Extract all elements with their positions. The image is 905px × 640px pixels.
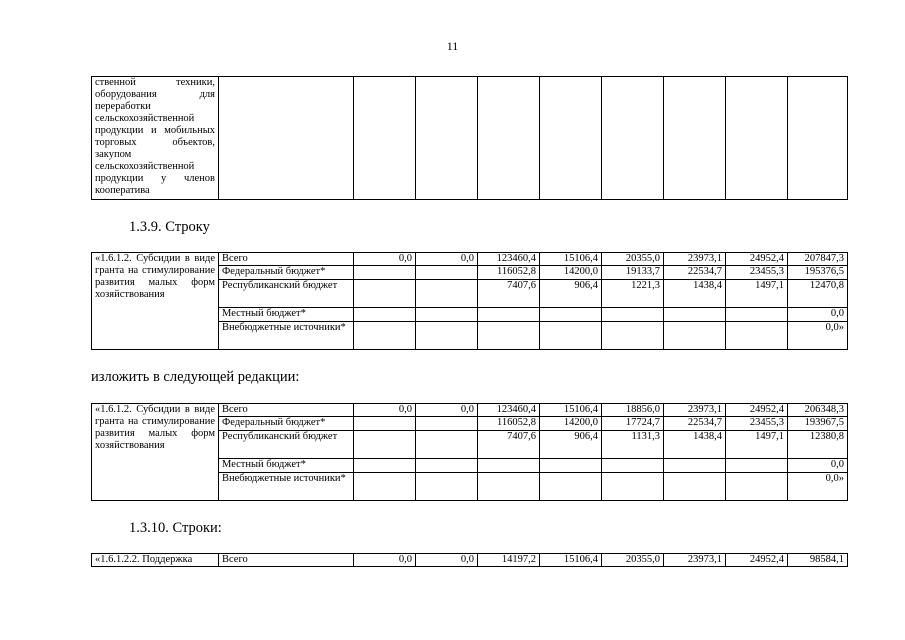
- value-cell: [354, 431, 416, 459]
- value-cell: 0,0: [354, 404, 416, 417]
- value-cell: 15106,4: [540, 404, 602, 417]
- value-cell: 22534,7: [664, 417, 726, 431]
- empty-cell: [219, 77, 354, 200]
- value-cell: [664, 308, 726, 322]
- value-cell: 0,0: [788, 308, 848, 322]
- value-cell: 123460,4: [478, 404, 540, 417]
- row-label: Республиканский бюджет: [219, 280, 354, 308]
- value-cell: 1497,1: [726, 280, 788, 308]
- value-cell: 0,0»: [788, 473, 848, 501]
- value-cell: [354, 280, 416, 308]
- value-cell: [664, 322, 726, 350]
- value-cell: [416, 308, 478, 322]
- value-cell: [416, 280, 478, 308]
- value-cell: 24952,4: [726, 404, 788, 417]
- value-cell: 1221,3: [602, 280, 664, 308]
- value-cell: 12470,8: [788, 280, 848, 308]
- value-cell: [664, 459, 726, 473]
- value-cell: [354, 459, 416, 473]
- value-cell: 23973,1: [664, 554, 726, 567]
- empty-cell: [354, 77, 416, 200]
- value-cell: 1131,3: [602, 431, 664, 459]
- value-cell: [478, 473, 540, 501]
- value-cell: [478, 459, 540, 473]
- value-cell: [726, 473, 788, 501]
- old-version-table: [91, 252, 848, 350]
- empty-cell: [416, 77, 478, 200]
- continuation-table: [91, 76, 848, 200]
- value-cell: [602, 322, 664, 350]
- value-cell: [602, 459, 664, 473]
- page-number: 11: [446, 39, 459, 53]
- section-heading-1-3-9: 1.3.9. Строку: [129, 219, 210, 235]
- value-cell: [416, 322, 478, 350]
- row-label: Федеральный бюджет*: [219, 266, 354, 280]
- value-cell: 906,4: [540, 280, 602, 308]
- value-cell: 14197,2: [478, 554, 540, 567]
- value-cell: [416, 459, 478, 473]
- value-cell: [416, 473, 478, 501]
- value-cell: 206348,3: [788, 404, 848, 417]
- value-cell: 207847,3: [788, 253, 848, 266]
- value-cell: 19133,7: [602, 266, 664, 280]
- section-1310-table: [91, 553, 848, 567]
- table-row: [92, 404, 848, 417]
- section-heading-1-3-10: 1.3.10. Строки:: [129, 520, 222, 536]
- value-cell: 12380,8: [788, 431, 848, 459]
- value-cell: 23973,1: [664, 253, 726, 266]
- value-cell: 906,4: [540, 431, 602, 459]
- value-cell: 20355,0: [602, 253, 664, 266]
- value-cell: [416, 417, 478, 431]
- new-edition-heading: изложить в следующей редакции:: [91, 369, 300, 385]
- value-cell: 23455,3: [726, 417, 788, 431]
- value-cell: [354, 308, 416, 322]
- value-cell: [478, 322, 540, 350]
- value-cell: 116052,8: [478, 417, 540, 431]
- value-cell: 0,0: [416, 404, 478, 417]
- row-label: Федеральный бюджет*: [219, 417, 354, 431]
- table-row: [92, 253, 848, 266]
- value-cell: [540, 459, 602, 473]
- value-cell: [416, 431, 478, 459]
- row-label: Всего: [219, 404, 354, 417]
- row-label: Всего: [219, 554, 354, 567]
- value-cell: 14200,0: [540, 266, 602, 280]
- value-cell: [354, 266, 416, 280]
- value-cell: [354, 473, 416, 501]
- value-cell: 195376,5: [788, 266, 848, 280]
- value-cell: 24952,4: [726, 554, 788, 567]
- value-cell: 0,0: [788, 459, 848, 473]
- table-row: [92, 554, 848, 567]
- value-cell: 1438,4: [664, 280, 726, 308]
- value-cell: [602, 308, 664, 322]
- value-cell: [540, 473, 602, 501]
- empty-cell: [788, 77, 848, 200]
- value-cell: 7407,6: [478, 431, 540, 459]
- value-cell: 7407,6: [478, 280, 540, 308]
- value-cell: [664, 473, 726, 501]
- value-cell: [416, 266, 478, 280]
- row-label: Республиканский бюджет: [219, 431, 354, 459]
- empty-cell: [478, 77, 540, 200]
- row-label: Внебюджетные источники*: [219, 473, 354, 501]
- row-desc-cell: «1.6.1.2.2. Поддержка: [92, 554, 219, 567]
- row-label: Всего: [219, 253, 354, 266]
- row-label: Местный бюджет*: [219, 459, 354, 473]
- value-cell: 23455,3: [726, 266, 788, 280]
- value-cell: 15106,4: [540, 554, 602, 567]
- value-cell: 0,0»: [788, 322, 848, 350]
- value-cell: 0,0: [416, 554, 478, 567]
- value-cell: [478, 308, 540, 322]
- value-cell: 14200,0: [540, 417, 602, 431]
- empty-cell: [726, 77, 788, 200]
- row-label: Местный бюджет*: [219, 308, 354, 322]
- value-cell: 116052,8: [478, 266, 540, 280]
- value-cell: 123460,4: [478, 253, 540, 266]
- value-cell: [726, 308, 788, 322]
- value-cell: [540, 322, 602, 350]
- empty-cell: [664, 77, 726, 200]
- value-cell: [354, 322, 416, 350]
- new-version-table: [91, 403, 848, 501]
- continuation-desc-cell: ственной техники, оборудования для переработки сельскохозяйственной продукции и мобильных торговых объектов, закупом сельскохозяйственной продукции у членов кооператива: [92, 77, 219, 200]
- value-cell: 23973,1: [664, 404, 726, 417]
- value-cell: 15106,4: [540, 253, 602, 266]
- value-cell: [540, 308, 602, 322]
- value-cell: 17724,7: [602, 417, 664, 431]
- value-cell: 193967,5: [788, 417, 848, 431]
- value-cell: 22534,7: [664, 266, 726, 280]
- value-cell: 18856,0: [602, 404, 664, 417]
- empty-cell: [540, 77, 602, 200]
- value-cell: 0,0: [416, 253, 478, 266]
- empty-cell: [602, 77, 664, 200]
- value-cell: 0,0: [354, 253, 416, 266]
- value-cell: 1497,1: [726, 431, 788, 459]
- row-desc-cell: «1.6.1.2. Субсидии в виде гранта на стимулирование развития малых форм хозяйствования: [92, 253, 219, 350]
- value-cell: [726, 459, 788, 473]
- value-cell: 20355,0: [602, 554, 664, 567]
- row-label: Внебюджетные источники*: [219, 322, 354, 350]
- value-cell: [726, 322, 788, 350]
- value-cell: 0,0: [354, 554, 416, 567]
- value-cell: 24952,4: [726, 253, 788, 266]
- value-cell: [354, 417, 416, 431]
- value-cell: 1438,4: [664, 431, 726, 459]
- row-desc-cell: «1.6.1.2. Субсидии в виде гранта на стимулирование развития малых форм хозяйствования: [92, 404, 219, 501]
- value-cell: 98584,1: [788, 554, 848, 567]
- value-cell: [602, 473, 664, 501]
